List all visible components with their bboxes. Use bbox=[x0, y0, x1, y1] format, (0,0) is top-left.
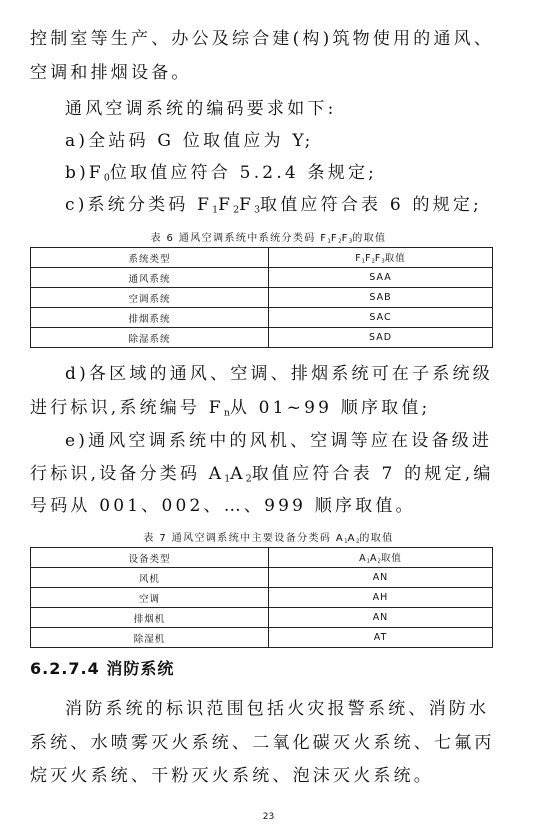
header-cell: 设备类型 bbox=[31, 548, 269, 568]
table-cell: AH bbox=[269, 588, 493, 608]
section-title: 消防系统 bbox=[106, 659, 175, 678]
table-cell: 除湿机 bbox=[31, 628, 269, 648]
table-cell: SAD bbox=[269, 328, 493, 348]
item-d-cont: 进行标识,系统编号 $F_n$从 01~99 顺序取值; bbox=[30, 398, 431, 419]
paragraph-line: 系统、水喷雾灭火系统、二氧化碳灭火系统、七氟丙 bbox=[30, 733, 495, 753]
table-header-row bbox=[31, 548, 493, 568]
table-cell: SAB bbox=[269, 288, 493, 308]
table-cell: AT bbox=[269, 628, 493, 648]
table-row bbox=[31, 628, 493, 648]
table-cell: 通风系统 bbox=[31, 268, 269, 288]
item-e-cont: 号码从 001、002、…、999 顺序取值。 bbox=[30, 496, 416, 516]
table-6-caption: 表 6 通风空调系统中系统分类码 $F_1F_2F_3$的取值 bbox=[150, 233, 387, 245]
item-e-cont: 行标识,设备分类码 $A_1A_2$取值应符合表 7 的规定,编 bbox=[30, 464, 494, 485]
table-cell: SAA bbox=[269, 268, 493, 288]
section-number: 6.2.7.4 bbox=[30, 659, 100, 678]
header-cell: $F_1F_2F_3$取值 bbox=[269, 248, 493, 268]
table-cell: 排烟系统 bbox=[31, 308, 269, 328]
page-number: 23 bbox=[262, 812, 275, 822]
table-cell: 风机 bbox=[31, 568, 269, 588]
table-row bbox=[31, 288, 493, 308]
table-cell: 空调 bbox=[31, 588, 269, 608]
header-cell: 系统类型 bbox=[31, 248, 269, 268]
table-cell: 除湿系统 bbox=[31, 328, 269, 348]
table-cell: 空调系统 bbox=[31, 288, 269, 308]
table-cell: 排烟机 bbox=[31, 608, 269, 628]
table-6 bbox=[30, 247, 493, 348]
item-c: c)系统分类码 $F_1F_2F_3$取值应符合表 6 的规定; bbox=[65, 195, 482, 216]
item-b: $b)F_0$位取值应符合 5.2.4 条规定; bbox=[65, 163, 378, 184]
table-cell: AN bbox=[269, 608, 493, 628]
paragraph-line: 消防系统的标识范围包括火灾报警系统、消防水 bbox=[65, 699, 490, 719]
table-cell: SAC bbox=[269, 308, 493, 328]
header-cell: $A_1A_2$取值 bbox=[269, 548, 493, 568]
table-cell: AN bbox=[269, 568, 493, 588]
item-d: d)各区域的通风、空调、排烟系统可在子系统级 bbox=[65, 364, 493, 384]
table-7-caption: 表 7 通风空调系统中主要设备分类码 $A_1A_2$的取值 bbox=[143, 533, 394, 545]
table-row bbox=[31, 308, 493, 328]
section-heading bbox=[30, 656, 174, 679]
table-row bbox=[31, 268, 493, 288]
table-header-row bbox=[31, 248, 493, 268]
table-row bbox=[31, 588, 493, 608]
paragraph-line: 空调和排烟设备。 bbox=[30, 63, 192, 83]
table-row bbox=[31, 568, 493, 588]
table-7 bbox=[30, 547, 493, 648]
intro-text: 通风空调系统的编码要求如下: bbox=[65, 99, 337, 119]
paragraph-line: 控制室等生产、办公及综合建(构)筑物使用的通风、 bbox=[30, 29, 495, 49]
item-a: a)全站码 G 位取值应为 Y; bbox=[65, 131, 314, 151]
table-row bbox=[31, 328, 493, 348]
table-row bbox=[31, 608, 493, 628]
paragraph-line: 烷灭火系统、干粉灭火系统、泡沫灭火系统。 bbox=[30, 766, 434, 786]
item-e: e)通风空调系统中的风机、空调等应在设备级进 bbox=[65, 431, 493, 451]
